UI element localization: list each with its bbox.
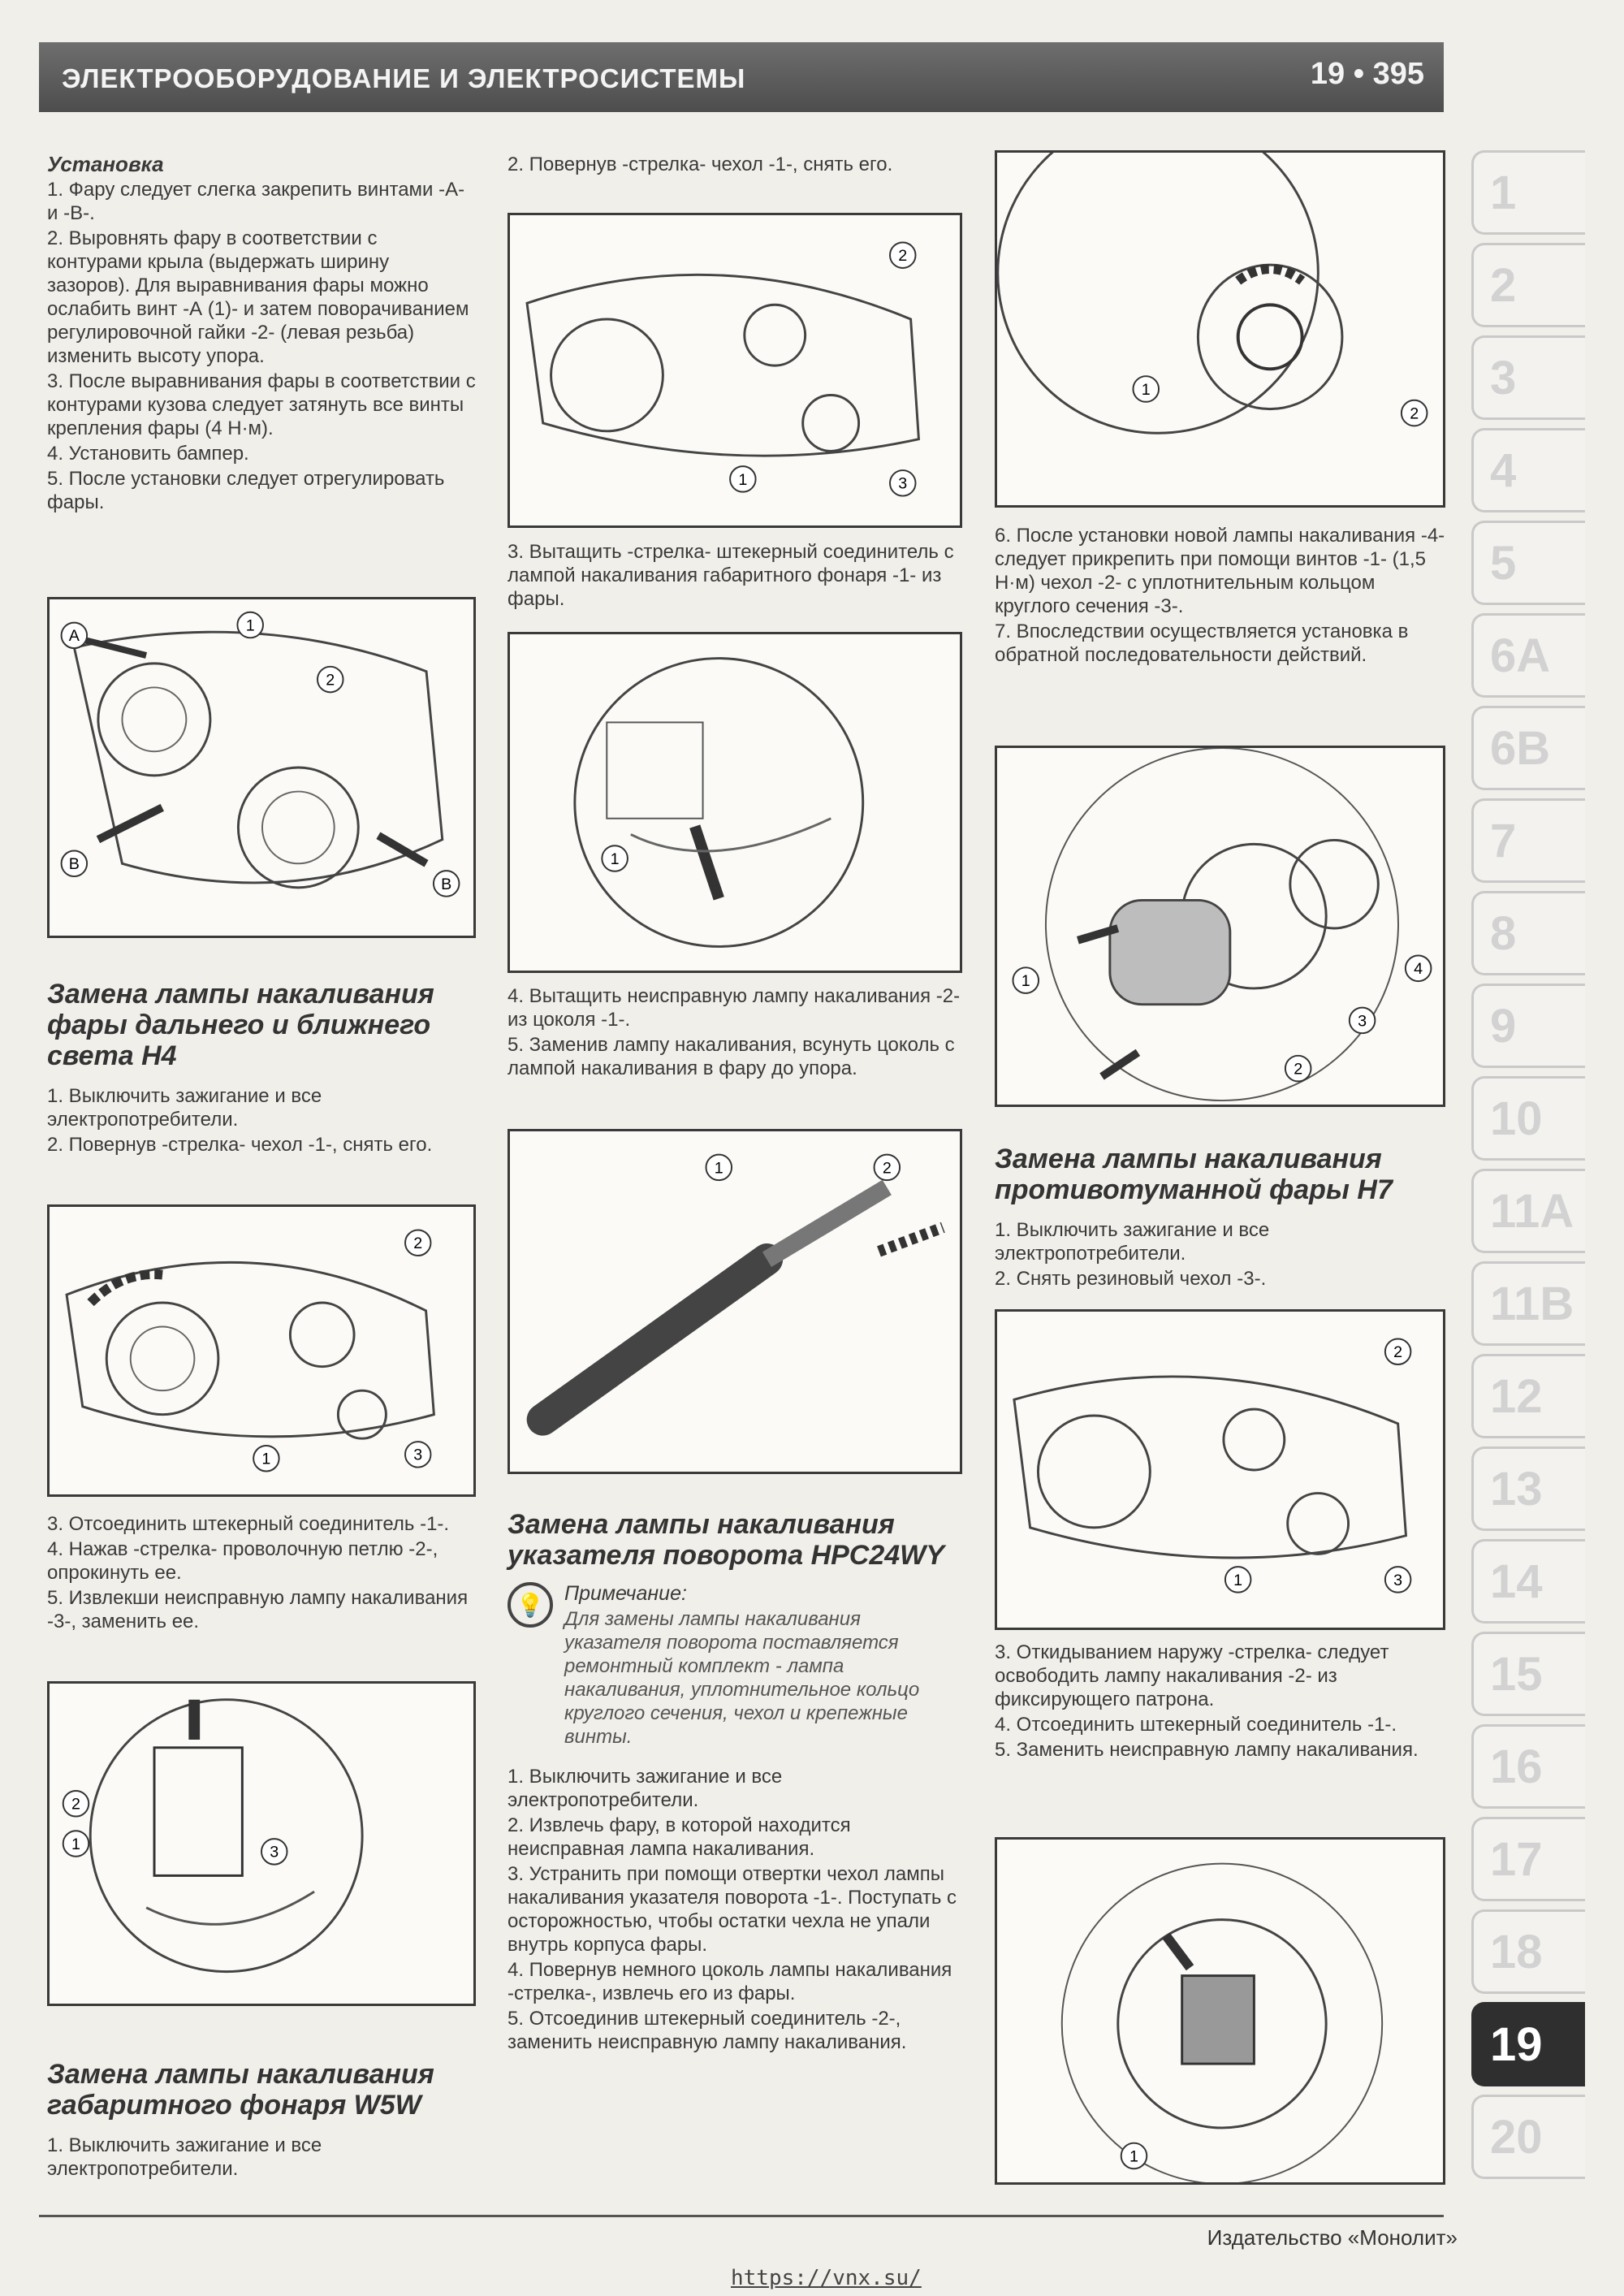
page-header (39, 42, 1444, 112)
note-body: Для замены лампы накаливания указателя поворота поставляется ремонтный комплект - лампа накаливания, уплотнительное кольцо круглого сечения, чехол и крепежные винты. (564, 1608, 920, 1748)
chapter-tab-11a[interactable]: 11A (1471, 1169, 1585, 1253)
w5w-step-2: 2. Повернув -стрелка- чехол -1-, снять его. (508, 153, 893, 175)
source-url[interactable]: https://vnx.su/ (731, 2266, 922, 2290)
fig3-label-1: 1 (71, 1835, 80, 1853)
column-1-w5w (47, 2059, 477, 2182)
fig2-label-1: 1 (261, 1450, 271, 1468)
w5w-step-3: 3. Вытащить -стрелка- штекерный соединитель с лампой накаливания габаритного фонаря -1- из фары. (508, 541, 954, 610)
fig3-label-2: 2 (71, 1795, 80, 1814)
fig7-label-2: 2 (1410, 404, 1419, 423)
w5w-step-4: 4. Вытащить неисправную лампу накаливания -2- из цоколя -1-. (508, 985, 961, 1031)
chapter-tab-10[interactable]: 10 (1471, 1076, 1585, 1161)
chapter-tab-16[interactable]: 16 (1471, 1724, 1585, 1809)
figure-h4-cover (47, 1204, 476, 1497)
fig8-label-3: 3 (1358, 1012, 1367, 1031)
figure-turn-assembly (995, 746, 1445, 1107)
fig6-label-1: 1 (714, 1159, 723, 1178)
section-title-h4: Замена лампы накаливания фары дальнего и ближнего света H4 (47, 979, 434, 1071)
chapter-tab-6a[interactable]: 6A (1471, 613, 1585, 698)
section-title-h7: Замена лампы накаливания противотуманной фары H7 (995, 1144, 1393, 1205)
h7-step-3: 3. Откидыванием наружу -стрелка- следует освободить лампу накаливания -2- из фиксирующего патрона. (995, 1641, 1389, 1710)
fig4-label-2: 2 (898, 247, 908, 266)
chapter-tab-15[interactable]: 15 (1471, 1632, 1585, 1716)
column-2-step3 (508, 540, 962, 612)
fig7-label-1: 1 (1141, 380, 1151, 399)
figure-w5w-connector (508, 632, 962, 973)
install-step-3: 3. После выравнивания фары в соответствии с контурами кузова следует затянуть все винты крепления фары (4 Н·м). (47, 370, 476, 439)
column-1-h4-b (47, 1512, 477, 1635)
h4-step-5: 5. Извлекши неисправную лампу накаливания -3-, заменить ее. (47, 1587, 469, 1632)
figure-headlamp-mounting (47, 597, 476, 938)
chapter-title: ЭЛЕКТРООБОРУДОВАНИЕ И ЭЛЕКТРОСИСТЕМЫ (62, 63, 746, 93)
page-number: 19 • 395 (1310, 57, 1424, 91)
footer-rule (39, 2215, 1444, 2217)
chapter-tab-6b[interactable]: 6B (1471, 706, 1585, 790)
figure-h4-bulb (47, 1681, 476, 2006)
turn-step-5: 5. Отсоединив штекерный соединитель -2-, заменить неисправную лампу накаливания. (508, 2008, 907, 2053)
column-3-h7 (995, 1144, 1445, 1292)
turn-step-7: 7. Впоследствии осуществляется установка в обратной последовательности действий. (995, 620, 1409, 666)
column-1-top (47, 153, 477, 516)
fig8-label-4: 4 (1414, 960, 1423, 979)
fig8-label-2: 2 (1294, 1060, 1303, 1079)
headlamp-mounting-drawing (50, 599, 473, 936)
column-2-steps45 (508, 984, 962, 1082)
h7-step-2: 2. Снять резиновый чехол -3-. (995, 1268, 1267, 1290)
h4-step-1: 1. Выключить зажигание и все электропотребители. (47, 1085, 322, 1131)
turn-step-2: 2. Извлечь фару, в которой находится неисправная лампа накаливания. (508, 1814, 851, 1860)
chapter-tab-19[interactable]: 19 (1471, 2002, 1585, 2086)
chapter-tab-9[interactable]: 9 (1471, 984, 1585, 1068)
fig3-label-3: 3 (270, 1843, 279, 1861)
chapter-tab-5[interactable]: 5 (1471, 521, 1585, 605)
figure-w5w-cover (508, 213, 962, 528)
fig4-label-3: 3 (898, 474, 908, 493)
chapter-tab-14[interactable]: 14 (1471, 1539, 1585, 1624)
h7-step-5: 5. Заменить неисправную лампу накаливания. (995, 1739, 1419, 1761)
fig9-label-3: 3 (1393, 1571, 1403, 1589)
figure-w5w-bulb (508, 1129, 962, 1474)
chapter-tab-20[interactable]: 20 (1471, 2095, 1585, 2179)
h7-step-4: 4. Отсоединить штекерный соединитель -1-. (995, 1714, 1397, 1736)
figure-turn-bulb (995, 150, 1445, 508)
section-title-w5w: Замена лампы накаливания габаритного фонаря W5W (47, 2059, 434, 2121)
section-title-turn: Замена лампы накаливания указателя поворота HPC24WY (508, 1509, 944, 1571)
column-3-steps67 (995, 524, 1445, 668)
turn-step-4: 4. Повернув немного цоколь лампы накаливания -стрелка-, извлечь его из фары. (508, 1959, 952, 2004)
fig5-label-1: 1 (610, 850, 620, 868)
lightbulb-icon: 💡 (508, 1582, 553, 1628)
fig1-label-b-right: B (441, 875, 452, 893)
fig2-label-2: 2 (413, 1234, 423, 1253)
figure-h7-bulb (995, 1837, 1445, 2185)
install-heading: Установка (47, 152, 164, 176)
install-step-5: 5. После установки следует отрегулировать фары. (47, 468, 445, 513)
install-step-2: 2. Выровнять фару в соответствии с контурами крыла (выдержать ширину зазоров). Для выравнивания фары можно ослабить винт -А (1)- и затем поворачиванием регулировочной гайки -2- (левая резьба) изменить высоту упора. (47, 227, 469, 367)
chapter-tab-7[interactable]: 7 (1471, 798, 1585, 883)
chapter-tab-11b[interactable]: 11B (1471, 1261, 1585, 1346)
fig8-label-1: 1 (1021, 971, 1030, 990)
note-title: Примечание: (564, 1582, 687, 1605)
fig2-label-3: 3 (413, 1446, 423, 1464)
turn-step-1: 1. Выключить зажигание и все электропотребители. (508, 1766, 783, 1811)
fig6-label-2: 2 (882, 1159, 892, 1178)
chapter-tab-2[interactable]: 2 (1471, 243, 1585, 327)
h4-step-3: 3. Отсоединить штекерный соединитель -1-. (47, 1513, 450, 1535)
fig1-label-b-left: B (68, 855, 80, 874)
install-step-4: 4. Установить бампер. (47, 443, 249, 465)
chapter-tab-12[interactable]: 12 (1471, 1354, 1585, 1438)
install-step-1: 1. Фару следует слегка закрепить винтами -А- и -В-. (47, 179, 465, 224)
chapter-tab-18[interactable]: 18 (1471, 1909, 1585, 1994)
turn-step-6: 6. После установки новой лампы накаливания -4- следует прикрепить при помощи винтов -1- (1,5 Н·м) чехол -2- с уплотнительным кольцом круглого сечения -3-. (995, 525, 1445, 617)
fig1-label-a: A (68, 627, 80, 646)
w5w-step-1: 1. Выключить зажигание и все электропотребители. (47, 2134, 322, 2180)
fig1-label-2: 2 (326, 671, 335, 690)
column-1-h4 (47, 979, 477, 1158)
chapter-tab-1[interactable]: 1 (1471, 150, 1585, 235)
h7-step-1: 1. Выключить зажигание и все электропотребители. (995, 1219, 1270, 1265)
chapter-tab-17[interactable]: 17 (1471, 1817, 1585, 1901)
chapter-tab-13[interactable]: 13 (1471, 1446, 1585, 1531)
fig1-label-1: 1 (245, 616, 255, 635)
fig10-label-1: 1 (1129, 2147, 1138, 2166)
publisher: Издательство «Монолит» (1207, 2225, 1458, 2250)
fig9-label-1: 1 (1233, 1571, 1243, 1589)
fig9-label-2: 2 (1393, 1343, 1403, 1362)
column-2-turn (508, 1509, 962, 2056)
chapter-tab-8[interactable]: 8 (1471, 891, 1585, 975)
column-3-h7-b (995, 1641, 1445, 1763)
turn-step-3: 3. Устранить при помощи отвертки чехол лампы накаливания указателя поворота -1-. Поступать с осторожностью, чтобы остатки чехла не упали внутрь корпуса фары. (508, 1863, 957, 1956)
fig4-label-1: 1 (738, 470, 748, 489)
chapter-tab-4[interactable]: 4 (1471, 428, 1585, 512)
column-2-top (508, 153, 962, 178)
h4-step-2: 2. Повернув -стрелка- чехол -1-, снять его. (47, 1134, 433, 1156)
h4-step-4: 4. Нажав -стрелка- проволочную петлю -2-, опрокинуть ее. (47, 1538, 438, 1584)
chapter-tab-3[interactable]: 3 (1471, 335, 1585, 420)
figure-h7-cover (995, 1309, 1445, 1630)
w5w-step-5: 5. Заменив лампу накаливания, всунуть цоколь с лампой накаливания в фару до упора. (508, 1034, 955, 1079)
